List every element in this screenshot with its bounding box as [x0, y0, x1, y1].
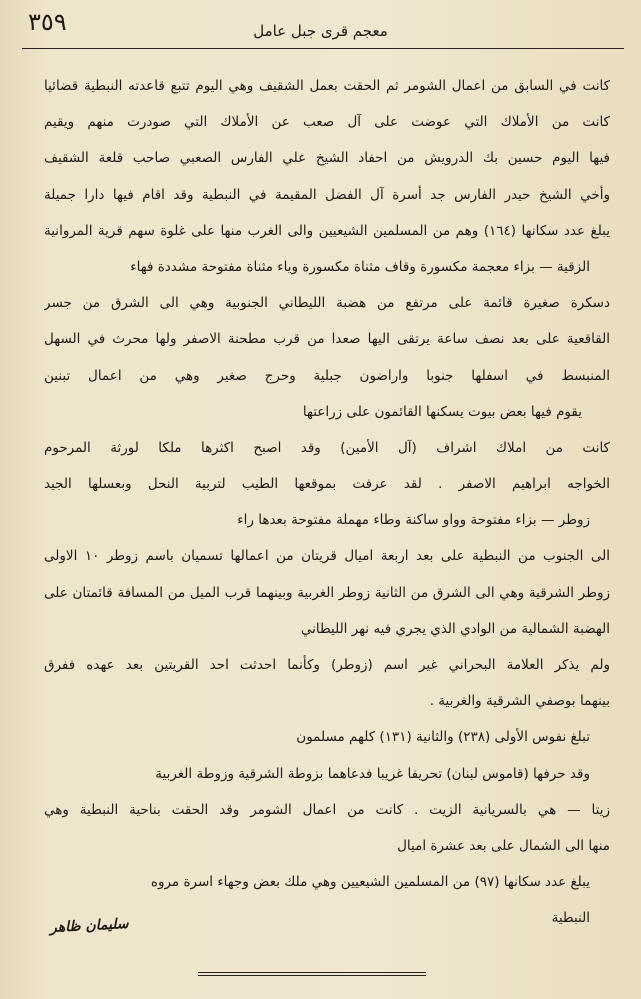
entry-heading-line: زيتا — هي بالسريانية الزيت . كانت من اعمال الشومر وقد الحقت بناحية النبطية وهي	[44, 801, 610, 818]
text-line: كانت من الأملاك التي عوضت على آل صعب عن الأملاك التي صودرت منهم ويقيم	[44, 114, 610, 131]
text-line: كانت من املاك اشراف (آل الأمين) وقد اصبح اكثرها ملكا لورثة المرحوم	[44, 439, 610, 456]
text-line: الهضبة الشمالية من الوادي الذي يجري فيه نهر الليطاني	[300, 620, 610, 637]
text-line: وقد حرفها (قاموس لبنان) تحريفا غريبا فدعاهما بزوطة الشرقية وزوطة الغربية	[155, 765, 590, 782]
text-line: الخواجه ابراهيم الاصفر . لقد عرفت بموقعها الطيب لتربية النحل وبعسلها الجيد	[44, 476, 610, 493]
entry-heading-line: الزقية — بزاء معجمة مكسورة وقاف مثناة مكسورة وياء مثناة مفتوحة مشددة فهاء	[130, 258, 590, 275]
text-line: تبلغ نفوس الأولى (٢٣٨) والثانية (١٣١) كلهم مسلمون	[296, 729, 590, 746]
header-rule	[22, 48, 624, 49]
text-line: القاقعية على بعد نصف ساعة يرتقى اليها صعدا من قرب مطحنة الاصفر ولها محرث في السهل	[44, 331, 610, 348]
text-line: زوطر الشرقية وهي الى الشرق من الثانية زوطر الغربية وبينهما قرب الميل من المسافة قائمتان على	[44, 584, 610, 601]
page-body	[44, 68, 610, 937]
page-number: ٣٥٩	[28, 8, 67, 36]
running-title: معجم قرى جبل عامل	[253, 22, 388, 40]
text-line: فيها اليوم حسين بك الدرويش من احفاد الشيخ علي الفارس الصعبي صاحب قلعة الشقيف	[44, 150, 610, 167]
text-line: يبلغ عدد سكانها (١٦٤) وهم من المسلمين الشيعيين والى الغرب منها على غلوة سهم قرية المروانية	[44, 222, 610, 239]
entry-heading-line: زوطر — بزاء مفتوحة وواو ساكنة وطاء مهملة مفتوحة بعدها راء	[237, 512, 590, 529]
text-line: منها الى الشمال على بعد عشرة اميال	[397, 837, 610, 854]
text-line: النبطية	[551, 910, 590, 927]
text-line: وأخي الشيخ حيدر الفارس جد أسرة آل الفضل المقيمة في النبطية وقد اقام فيها دارا جميلة	[44, 186, 610, 203]
author-signature: سليمان ظاهر	[49, 915, 129, 937]
text-line: يقوم فيها بعض بيوت يسكنها القائمون على زراعتها	[302, 403, 582, 420]
text-line: المنبسط في اسفلها جنوبا واراضون جبلية وحرج صغير وهي من اعمال تبنين	[44, 367, 610, 384]
text-line: كانت في السابق من اعمال الشومر ثم الحقت بعمل الشقيف وهي اليوم تتبع قاعدته النبطية قضائيا	[44, 78, 610, 94]
text-line: ولم يذكر العلامة البحراني غير اسم (زوطر) وكأنما احدثت احد القريتين بعد عهده ففرق	[44, 657, 610, 673]
footer-rule	[198, 972, 426, 973]
text-line: الى الجنوب من النبطية على بعد اربعة اميال قريتان من اعمالها تسميان باسم زوطر ١٠ الاولى	[44, 548, 610, 565]
text-line: يبلغ عدد سكانها (٩٧) من المسلمين الشيعيين وهي ملك بعض وجهاء اسرة مروه	[150, 874, 590, 891]
text-line: بينهما بوصفي الشرقية والغربية .	[429, 693, 610, 710]
text-line: دسكرة صغيرة قائمة على مرتفع من هضبة الليطاني الجنوبية وهي الى الشرق من جسر	[44, 295, 610, 312]
